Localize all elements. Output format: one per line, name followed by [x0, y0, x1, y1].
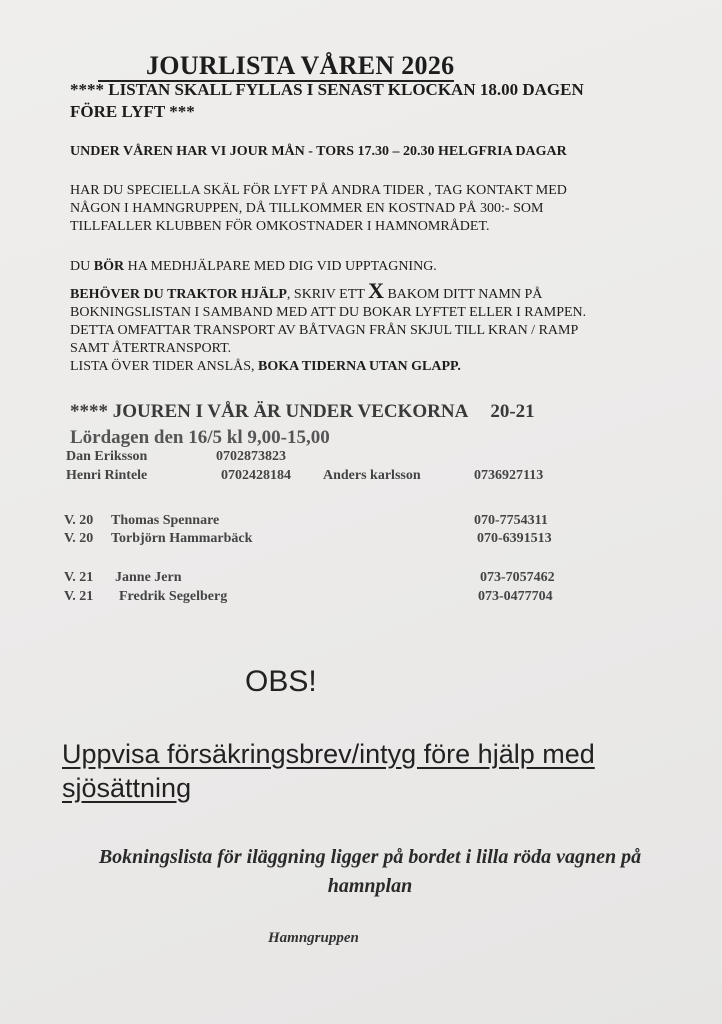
special-line-1: HAR DU SPECIELLA SKÄL FÖR LYFT PÅ ANDRA TIDER , TAG KONTAKT MED — [70, 183, 567, 198]
sat-person-1-name: Dan Eriksson — [66, 449, 148, 464]
special-line-3: TILLFALLER KLUBBEN FÖR OMKOSTNADER I HAMNOMRÅDET. — [70, 219, 490, 234]
week-row-4-phone: 073-0477704 — [478, 589, 553, 604]
tractor-line-5 — [70, 358, 461, 376]
jour-weeks-text: **** JOUREN I VÅR ÄR UNDER VECKORNA — [70, 401, 469, 422]
week-row-1-phone: 070-7754311 — [474, 513, 548, 528]
tractor-mid: , SKRIV ETT — [286, 287, 369, 302]
tractor-last-bold: BOKA TIDERNA UTAN GLAPP. — [258, 359, 461, 374]
page-title: JOURLISTA VÅREN 2026 — [98, 52, 454, 82]
special-line-2: NÅGON I HAMNGRUPPEN, DÅ TILLKOMMER EN KOSTNAD PÅ 300:- SOM — [70, 201, 544, 216]
week-row-3-phone: 073-7057462 — [480, 570, 555, 585]
week-row-2-phone: 070-6391513 — [477, 531, 552, 546]
helper-bold: BÖR — [93, 259, 125, 274]
tractor-line-2: BOKNINGSLISTAN I SAMBAND MED ATT DU BOKAR LYFTET ELLER I RAMPEN. — [70, 305, 587, 320]
tractor-line-1 — [70, 278, 543, 304]
tractor-post: BAKOM DITT NAMN PÅ — [383, 287, 543, 302]
week-row-4-week: V. 21 — [64, 589, 94, 604]
week-row-2-name: Torbjörn Hammarbäck — [111, 531, 253, 546]
sat-person-2-phone: 0702428184 — [221, 468, 291, 483]
signature: Hamngruppen — [268, 930, 359, 946]
notice-line-1: **** LISTAN SKALL FYLLAS I SENAST KLOCKAN 18.00 DAGEN — [70, 80, 584, 99]
jour-hours: UNDER VÅREN HAR VI JOUR MÅN - TORS 17.30 – 20.30 HELGFRIA DAGAR — [70, 144, 567, 159]
week-row-1-week: V. 20 — [64, 513, 94, 528]
week-row-1-name: Thomas Spennare — [111, 513, 220, 528]
jour-weeks-numbers: 20-21 — [490, 401, 535, 422]
helper-line — [70, 258, 437, 276]
notice-line-2: FÖRE LYFT *** — [70, 102, 195, 121]
obs-heading: OBS! — [245, 665, 317, 698]
week-row-2-week: V. 20 — [64, 531, 94, 546]
sat-person-3-phone: 0736927113 — [474, 468, 544, 483]
week-row-4-name: Fredrik Segelberg — [119, 589, 228, 604]
tractor-x: X — [368, 278, 384, 303]
sat-person-3-name: Anders karlsson — [323, 468, 421, 483]
booking-list-note: Bokningslista för iläggning ligger på bordet i lilla röda vagnen på hamnplan — [98, 846, 642, 897]
sat-person-2-name: Henri Rintele — [66, 468, 148, 483]
week-row-3-week: V. 21 — [64, 570, 94, 585]
insurance-notice: Uppvisa försäkringsbrev/intyg före hjälp med sjösättning — [62, 739, 595, 803]
jour-weeks-heading — [70, 401, 535, 423]
tractor-line-4: SAMT ÅTERTRANSPORT. — [70, 341, 232, 356]
sat-person-1-phone: 0702873823 — [216, 449, 286, 464]
saturday-heading: Lördagen den 16/5 kl 9,00-15,00 — [70, 427, 330, 448]
tractor-line-3: DETTA OMFATTAR TRANSPORT AV BÅTVAGN FRÅN SKJUL TILL KRAN / RAMP — [70, 323, 579, 338]
tractor-bold: BEHÖVER DU TRAKTOR HJÄLP — [70, 287, 287, 302]
helper-pre: DU — [70, 259, 94, 274]
week-row-3-name: Janne Jern — [115, 570, 182, 585]
tractor-last-pre: LISTA ÖVER TIDER ANSLÅS, — [70, 359, 259, 374]
helper-post: HA MEDHJÄLPARE MED DIG VID UPPTAGNING. — [124, 259, 437, 274]
